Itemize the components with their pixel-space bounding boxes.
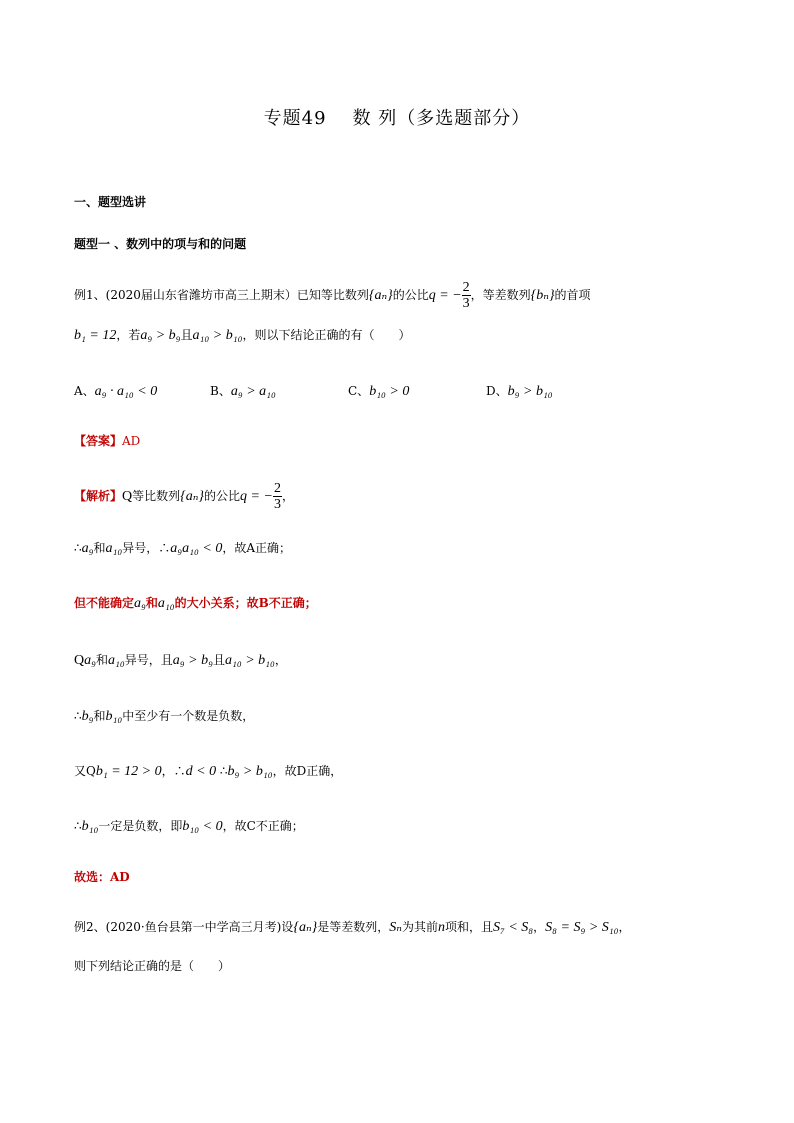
text: 等比数列 [132,489,181,503]
math: b₁ = 12 > 0 [95,764,162,779]
type-heading: 题型一 、数列中的项与和的问题 [74,237,247,251]
text: ，等差数列 [470,288,531,302]
math: b₉ > b₁₀ [227,764,273,779]
seq-b: {bₙ} [530,288,555,303]
math: a₉ [81,541,94,556]
title-main: 数 列（多选题部分） [352,108,531,129]
math: d < 0 [185,764,217,779]
option-d [486,382,553,400]
text: 和 [93,709,106,723]
text: 是等差数列， [317,920,390,934]
text: 和 [93,541,106,555]
text: 的公比 [204,489,241,503]
option-label: C、 [348,384,370,398]
math: b₁₀ [105,709,123,724]
text: 中至少有一个数是负数， [122,709,255,723]
option-label: A、 [74,384,95,398]
text: ， [274,653,287,667]
q-expr: q = − [428,288,462,303]
math: a₁₀ [157,596,175,611]
seq-a: {aₙ} [293,920,318,935]
analysis-line1 [74,481,294,512]
section-heading: 一、题型选讲 [74,195,147,209]
option-b [210,382,276,400]
conclusion: 故选：AD [74,870,130,884]
text: 和 [145,596,158,610]
analysis-line7 [74,817,304,836]
text: 的大小关系；故B不正确； [174,596,317,610]
math: a₉ > b₉ [172,653,213,668]
page-title [0,104,794,130]
option-expr: b₉ > b₁₀ [507,384,553,399]
frac-den: 3 [462,296,470,311]
option-expr: a₉ > a₁₀ [230,384,276,399]
text: ， [281,489,294,503]
frac-num: 2 [273,481,281,496]
option-c [348,382,409,400]
text: ，故A正确； [222,541,292,555]
text: ， [533,920,546,934]
option-a [74,382,157,400]
text: 且 [212,653,225,667]
math: b₁ = 12 [74,328,117,343]
q-expr: q = − [240,489,273,504]
text: ，则以下结论正确的有（ ） [242,328,411,342]
math: n [437,920,445,935]
example1-source: 例1、(2020届山东省潍坊市高三上期末）已知等比数列 [74,288,369,302]
text: 项和，且 [444,920,493,934]
example2-line1 [74,918,631,937]
text: 的首项 [554,288,591,302]
seq-a: {aₙ} [180,489,205,504]
analysis-line3 [74,594,317,613]
math: a₉ [84,653,96,668]
text: 一定是负数，即 [98,819,183,833]
example2-source: 例2、(2020·鱼台县第一中学高三月考)设 [74,920,294,934]
text: ，故D正确， [272,764,343,778]
math: a₉ [134,596,146,611]
analysis-line5 [74,707,254,726]
therefore-symbol: ∴ [74,541,82,555]
text: ，故C不正确； [222,819,304,833]
math: a₁₀ > b₁₀ [224,653,275,668]
math: S₇ < S₈ [492,920,534,935]
example1-line2 [74,326,410,345]
because-symbol: Q [122,489,133,504]
math: b₁₀ < 0 [182,819,223,834]
therefore-symbol: ∴ [219,764,228,778]
math: a₉a₁₀ < 0 [170,541,223,556]
frac-num: 2 [462,280,470,295]
math: Sₙ [389,920,402,935]
math: a₁₀ > b₁₀ [192,328,243,343]
because-symbol: Q [74,653,85,668]
text: 异号，∴ [122,541,171,555]
math: b₁₀ [81,819,99,834]
answer-tag: 【答案】 [74,434,123,448]
example2-line2: 则下列结论正确的是（ ） [74,959,231,973]
therefore-symbol: ∴ [74,819,82,833]
answer-value: AD [122,434,141,448]
fraction [273,481,282,512]
therefore-symbol: ∴ [74,709,82,723]
text: 为其前 [401,920,438,934]
example1-line1 [74,280,591,311]
math: a₉ > b₉ [140,328,181,343]
option-expr: a₉ · a₁₀ < 0 [94,384,158,399]
math: b₉ [81,709,94,724]
text: 的公比 [392,288,429,302]
option-label: B、 [210,384,231,398]
seq-a: {aₙ} [368,288,393,303]
analysis-line6 [74,762,342,781]
text: 且 [180,328,193,342]
analysis-line2 [74,539,291,558]
option-label: D、 [486,384,508,398]
analysis-line4 [74,651,287,670]
fraction [462,280,471,311]
text: ，若 [116,328,141,342]
frac-den: 3 [273,497,281,512]
text: 异号，且 [124,653,173,667]
math: S₈ = S₉ > S₁₀ [545,920,619,935]
math: a₁₀ [105,541,123,556]
text: 和 [96,653,109,667]
text: 但不能确定 [74,596,135,610]
analysis-tag: 【解析】 [74,489,123,503]
title-prefix: 专题49 [263,108,327,129]
math: a₁₀ [108,653,125,668]
text: ，∴ [161,764,186,778]
answer-line [74,432,140,450]
text: 又Q [74,764,96,778]
option-expr: b₁₀ > 0 [369,384,410,399]
text: ， [618,920,631,934]
